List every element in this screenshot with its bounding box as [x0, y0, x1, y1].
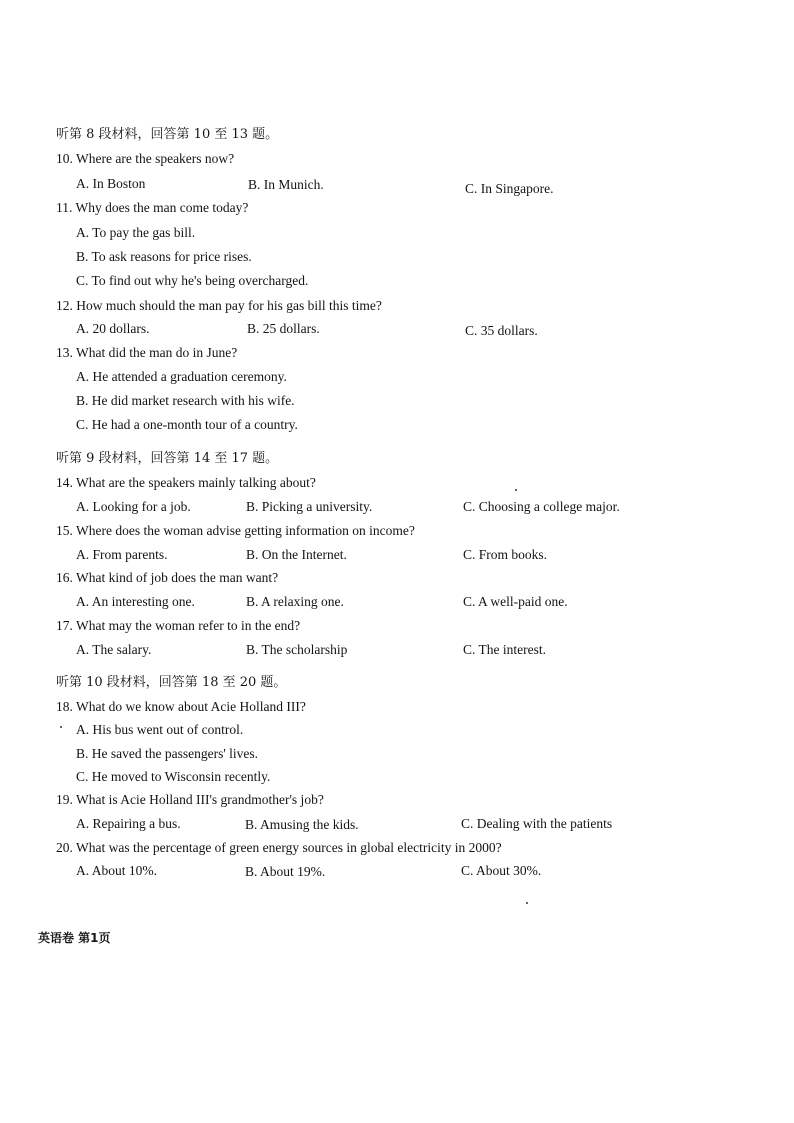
option-c: C. A well-paid one. [463, 594, 568, 609]
option-a: A. About 10%. [76, 863, 157, 878]
question-stem: 12. How much should the man pay for his gas bill this time? [56, 298, 382, 313]
scan-speck [526, 902, 528, 904]
option-a: A. He attended a graduation ceremony. [76, 369, 287, 384]
option-a: A. In Boston [76, 176, 146, 191]
question-stem: 13. What did the man do in June? [56, 345, 238, 360]
option-a: A. Repairing a bus. [76, 816, 181, 831]
option-b: B. On the Internet. [246, 547, 347, 562]
question-stem: 11. Why does the man come today? [56, 200, 249, 215]
option-b: B. To ask reasons for price rises. [76, 249, 252, 264]
question-stem: 19. What is Acie Holland III's grandmother's job? [56, 792, 324, 807]
section-header: 听第 10 段材料，回答第 18 至 20 题。 [56, 675, 287, 690]
scan-speck [60, 726, 62, 728]
option-c: C. He moved to Wisconsin recently. [76, 769, 271, 784]
question-stem: 14. What are the speakers mainly talking about? [56, 475, 316, 490]
option-b: B. He did market research with his wife. [76, 393, 295, 408]
option-c: C. In Singapore. [465, 181, 554, 196]
section-header: 听第 8 段材料，回答第 10 至 13 题。 [56, 127, 279, 142]
option-c: C. The interest. [463, 642, 546, 657]
option-b: B. He saved the passengers' lives. [76, 746, 259, 761]
option-b: B. The scholarship [246, 642, 348, 657]
question-stem: 17. What may the woman refer to in the end? [56, 618, 301, 633]
option-c: C. Choosing a college major. [463, 499, 620, 514]
question-stem: 15. Where does the woman advise getting information on income? [56, 523, 415, 538]
option-b: B. About 19%. [245, 864, 326, 879]
question-stem: 20. What was the percentage of green energy sources in global electricity in 2000? [56, 840, 502, 855]
option-a: A. To pay the gas bill. [76, 225, 196, 240]
option-a: A. From parents. [76, 547, 168, 562]
option-b: B. Picking a university. [246, 499, 373, 514]
question-stem: 16. What kind of job does the man want? [56, 570, 279, 585]
option-a: A. His bus went out of control. [76, 722, 244, 737]
option-c: C. From books. [463, 547, 548, 562]
option-c: C. To find out why he's being overcharged. [76, 273, 309, 288]
scan-speck [515, 489, 517, 491]
option-c: C. About 30%. [461, 863, 542, 878]
section-header: 听第 9 段材料，回答第 14 至 17 题。 [56, 451, 279, 466]
option-a: A. 20 dollars. [76, 321, 150, 336]
option-a: A. Looking for a job. [76, 499, 191, 514]
question-stem: 10. Where are the speakers now? [56, 151, 235, 166]
page-footer: 英语卷 第1页 [38, 931, 111, 945]
option-b: B. Amusing the kids. [245, 817, 359, 832]
option-a: A. The salary. [76, 642, 152, 657]
option-b: B. 25 dollars. [247, 321, 320, 336]
option-b: B. A relaxing one. [246, 594, 344, 609]
option-c: C. He had a one-month tour of a country. [76, 417, 298, 432]
option-b: B. In Munich. [248, 177, 324, 192]
option-a: A. An interesting one. [76, 594, 195, 609]
option-c: C. 35 dollars. [465, 323, 538, 338]
option-c: C. Dealing with the patients [461, 816, 613, 831]
question-stem: 18. What do we know about Acie Holland III? [56, 699, 306, 714]
